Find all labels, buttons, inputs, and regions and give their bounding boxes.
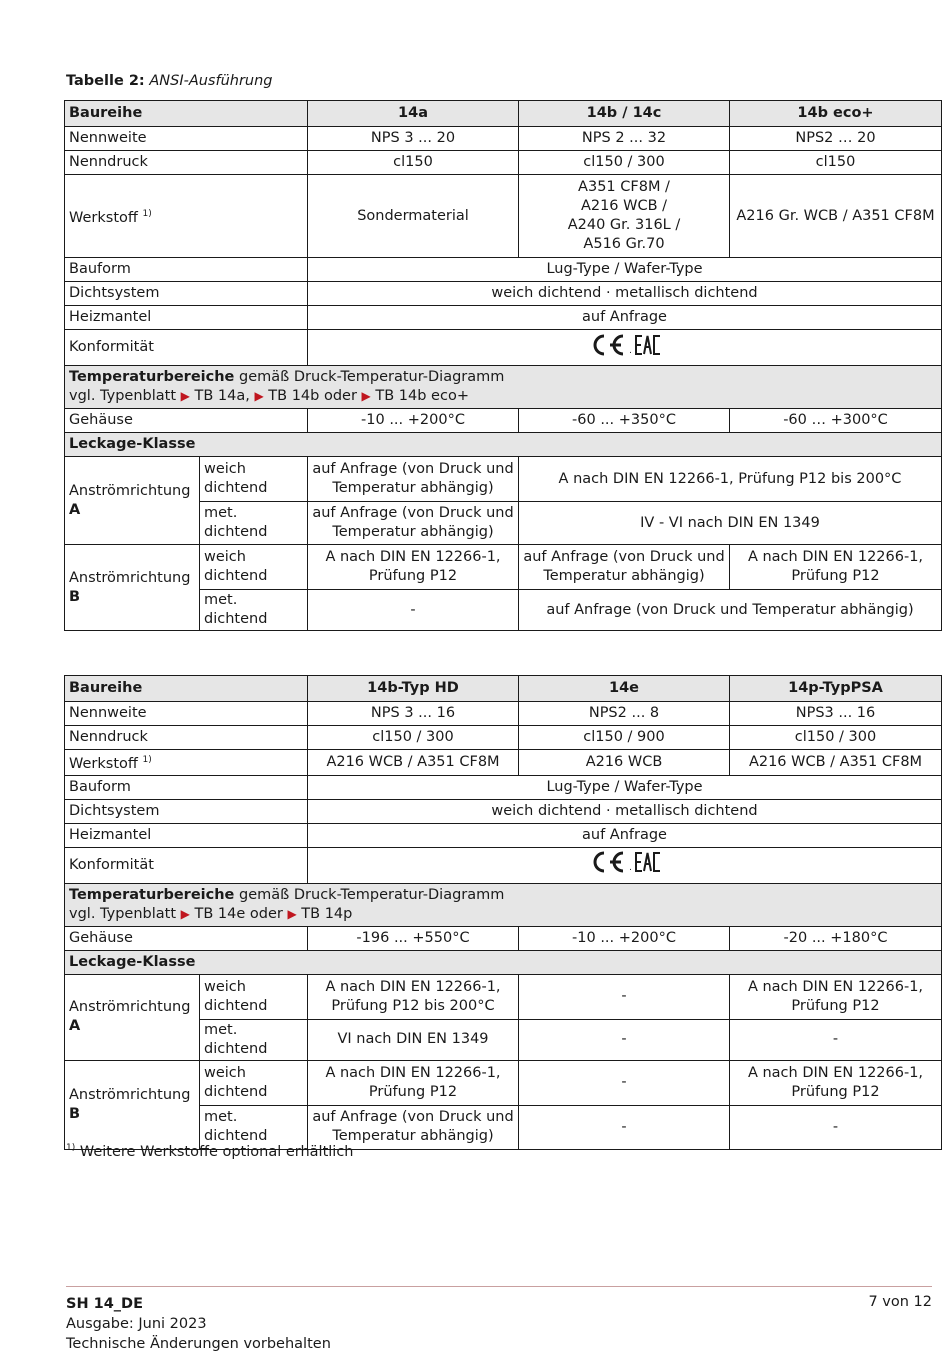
table-cell: A216 WCB / A351 CF8M [308, 750, 519, 776]
spec-table-2 [64, 675, 942, 1150]
table-row [65, 726, 942, 750]
table-cell: - [308, 590, 519, 631]
table-cell: - [519, 1060, 730, 1105]
row-label: Bauform [65, 775, 308, 799]
table-cell: cl150 / 300 [730, 726, 942, 750]
header-cell: Baureihe [65, 101, 308, 127]
table-cell: NPS 3 ... 16 [308, 702, 519, 726]
table-cell: cl150 [308, 151, 519, 175]
table-cell: auf Anfrage [308, 306, 942, 330]
document-id: SH 14_DE [66, 1296, 143, 1312]
table-cell: cl150 / 300 [519, 151, 730, 175]
table-cell [519, 175, 730, 258]
row-label: Nenndruck [65, 726, 308, 750]
caption-title: ANSI-Ausführung [149, 73, 273, 89]
section-row [65, 433, 942, 457]
table-row [65, 175, 942, 258]
row-label: Dichtsystem [65, 282, 308, 306]
row-label: met. dichtend [200, 502, 308, 545]
table-cell: VI nach DIN EN 1349 [308, 1019, 519, 1060]
table-cell: auf Anfrage [308, 823, 942, 847]
cell-line: A216 WCB / [580, 198, 668, 214]
table-cell: -60 … +300°C [730, 409, 942, 433]
conformity-marks [588, 851, 661, 873]
table-cell: weich dichtend · metallisch dichtend [308, 282, 942, 306]
reference-intro: vgl. Typenblatt [69, 905, 177, 922]
table-row [65, 974, 942, 1019]
row-label: Gehäuse [65, 926, 308, 950]
header-cell: Baureihe [65, 676, 308, 702]
cell-line: A351 CF8M / [578, 179, 670, 195]
table-cell: Sondermaterial [308, 175, 519, 258]
table-row [65, 847, 942, 883]
table-cell: - [519, 1105, 730, 1149]
table-cell: A nach DIN EN 12266-1, Prüfung P12 [308, 545, 519, 590]
direction-letter: B [69, 1105, 81, 1122]
table-cell: - [519, 1019, 730, 1060]
section-subtitle: gemäß Druck-Temperatur-Diagramm [234, 369, 505, 385]
reference-link[interactable]: TB 14e oder [194, 905, 283, 922]
table-cell: IV - VI nach DIN EN 1349 [519, 502, 942, 545]
row-group-label [65, 457, 200, 545]
row-label: met. dichtend [200, 1019, 308, 1060]
table-row [65, 823, 942, 847]
table-cell: NPS2 … 20 [730, 127, 942, 151]
cell-line: A240 Gr. 316L / [567, 217, 681, 233]
direction-label: Anströmrichtung [69, 482, 191, 499]
row-group-label [65, 1060, 200, 1149]
table-cell [308, 847, 942, 883]
table-row [65, 127, 942, 151]
table-row [65, 306, 942, 330]
direction-label: Anströmrichtung [69, 569, 191, 586]
table-row [65, 330, 942, 366]
arrow-right-icon: ▶ [361, 389, 371, 403]
table-cell: - [519, 974, 730, 1019]
caption-label: Tabelle 2: [66, 73, 145, 89]
table-row [65, 545, 942, 590]
table-cell: -10 ... +200°C [519, 926, 730, 950]
direction-letter: B [69, 588, 81, 605]
edition-date: Ausgabe: Juni 2023 [66, 1316, 207, 1332]
table-cell: Lug-Type / Wafer-Type [308, 775, 942, 799]
row-label: met. dichtend [200, 590, 308, 631]
row-label: Konformität [65, 330, 308, 366]
footnote-mark: 1) [142, 755, 152, 765]
section-title: Temperaturbereiche [69, 886, 235, 903]
table-cell: NPS 2 ... 32 [519, 127, 730, 151]
table-cell: weich dichtend · metallisch dichtend [308, 799, 942, 823]
footer-info [66, 1294, 331, 1354]
row-label: Dichtsystem [65, 799, 308, 823]
table-cell: A nach DIN EN 12266-1, Prüfung P12 bis 200°C [519, 457, 942, 502]
row-label: Nennweite [65, 127, 308, 151]
row-label: Konformität [65, 847, 308, 883]
header-cell: 14p-TypPSA [730, 676, 942, 702]
spec-table-1 [64, 100, 942, 631]
page-number: 7 von 12 [868, 1294, 932, 1310]
table-header-row [65, 101, 942, 127]
table-cell: - [730, 1105, 942, 1149]
eac-mark-icon [635, 334, 661, 356]
table-cell: cl150 / 900 [519, 726, 730, 750]
temperature-section [65, 366, 942, 409]
row-label: Heizmantel [65, 823, 308, 847]
ce-mark-icon [588, 851, 626, 873]
row-label [65, 750, 308, 776]
direction-label: Anströmrichtung [69, 999, 191, 1016]
arrow-right-icon: ▶ [180, 389, 190, 403]
table-cell: cl150 [730, 151, 942, 175]
separator-dot: . [629, 863, 632, 874]
table-cell: auf Anfrage (von Druck und Temperatur abhängig) [519, 545, 730, 590]
reference-link[interactable]: TB 14p [301, 905, 353, 922]
table-row [65, 799, 942, 823]
reference-intro: vgl. Typenblatt [69, 388, 177, 404]
werkstoff-label: Werkstoff [69, 209, 138, 226]
table-caption [66, 73, 273, 89]
row-group-label [65, 545, 200, 631]
table-cell: -20 ... +180°C [730, 926, 942, 950]
row-label: met. dichtend [200, 1105, 308, 1149]
ce-mark-icon [588, 334, 626, 356]
table-row [65, 457, 942, 502]
section-row [65, 950, 942, 974]
table-cell: A216 WCB / A351 CF8M [730, 750, 942, 776]
reference-link[interactable]: TB 14b oder [268, 388, 357, 404]
table-cell: A nach DIN EN 12266-1, Prüfung P12 [730, 974, 942, 1019]
row-label: weich dichtend [200, 457, 308, 502]
row-label: weich dichtend [200, 1060, 308, 1105]
section-subtitle: gemäß Druck-Temperatur-Diagramm [234, 886, 505, 903]
reference-link[interactable]: TB 14a, [194, 388, 250, 404]
table-cell: A216 Gr. WCB / A351 CF8M [730, 175, 942, 258]
header-cell: 14b / 14c [519, 101, 730, 127]
cell-line: A516 Gr.70 [583, 236, 665, 252]
table-row [65, 258, 942, 282]
table-row [65, 1060, 942, 1105]
direction-letter: A [69, 501, 81, 518]
row-label: weich dichtend [200, 974, 308, 1019]
section-row [65, 883, 942, 926]
conformity-marks [588, 334, 661, 356]
table-header-row [65, 676, 942, 702]
table-row [65, 775, 942, 799]
row-group-label [65, 974, 200, 1060]
table-cell: NPS2 ... 8 [519, 702, 730, 726]
table-row [65, 409, 942, 433]
table-cell: auf Anfrage (von Druck und Temperatur abhängig) [308, 502, 519, 545]
header-cell: 14b eco+ [730, 101, 942, 127]
eac-mark-icon [635, 851, 661, 873]
temperature-section [65, 883, 942, 926]
header-cell: 14b-Typ HD [308, 676, 519, 702]
table-cell: -10 ... +200°C [308, 409, 519, 433]
werkstoff-label: Werkstoff [69, 755, 138, 772]
table-cell: auf Anfrage (von Druck und Temperatur abhängig) [519, 590, 942, 631]
header-cell: 14a [308, 101, 519, 127]
row-label: Nenndruck [65, 151, 308, 175]
table-cell: auf Anfrage (von Druck und Temperatur abhängig) [308, 457, 519, 502]
section-title: Temperaturbereiche [69, 369, 235, 385]
leakage-section: Leckage-Klasse [65, 950, 942, 974]
row-label [65, 175, 308, 258]
table-cell: A nach DIN EN 12266-1, Prüfung P12 [730, 545, 942, 590]
table-cell: NPS 3 ... 20 [308, 127, 519, 151]
footer-divider [66, 1286, 932, 1287]
header-cell: 14e [519, 676, 730, 702]
table-cell: Lug-Type / Wafer-Type [308, 258, 942, 282]
table-cell: NPS3 ... 16 [730, 702, 942, 726]
separator-dot: . [629, 345, 632, 356]
row-label: Bauform [65, 258, 308, 282]
arrow-right-icon: ▶ [254, 389, 264, 403]
reference-link[interactable]: TB 14b eco+ [375, 388, 469, 404]
section-row [65, 366, 942, 409]
footnote-mark: 1) [66, 1143, 76, 1153]
table-row [65, 750, 942, 776]
footnote-text: Weitere Werkstoffe optional erhältlich [75, 1143, 354, 1160]
table-row [65, 282, 942, 306]
table-cell: cl150 / 300 [308, 726, 519, 750]
footnote [66, 1143, 353, 1160]
table-cell: A nach DIN EN 12266-1, Prüfung P12 [730, 1060, 942, 1105]
footnote-mark: 1) [142, 208, 152, 219]
row-label: weich dichtend [200, 545, 308, 590]
row-label: Nennweite [65, 702, 308, 726]
leakage-section: Leckage-Klasse [65, 433, 942, 457]
table-cell: -196 ... +550°C [308, 926, 519, 950]
arrow-right-icon: ▶ [287, 906, 297, 921]
table-cell: -60 ... +350°C [519, 409, 730, 433]
arrow-right-icon: ▶ [180, 906, 190, 921]
table-cell [308, 330, 942, 366]
table-cell: A nach DIN EN 12266-1, Prüfung P12 bis 200°C [308, 974, 519, 1019]
direction-label: Anströmrichtung [69, 1086, 191, 1103]
table-row [65, 151, 942, 175]
table-cell: - [730, 1019, 942, 1060]
table-cell: A nach DIN EN 12266-1, Prüfung P12 [308, 1060, 519, 1105]
disclaimer: Technische Änderungen vorbehalten [66, 1336, 331, 1352]
direction-letter: A [69, 1018, 81, 1035]
table-row [65, 926, 942, 950]
table-cell: auf Anfrage (von Druck und Temperatur abhängig) [308, 1105, 519, 1149]
table-row [65, 702, 942, 726]
row-label: Heizmantel [65, 306, 308, 330]
table-cell: A216 WCB [519, 750, 730, 776]
row-label: Gehäuse [65, 409, 308, 433]
